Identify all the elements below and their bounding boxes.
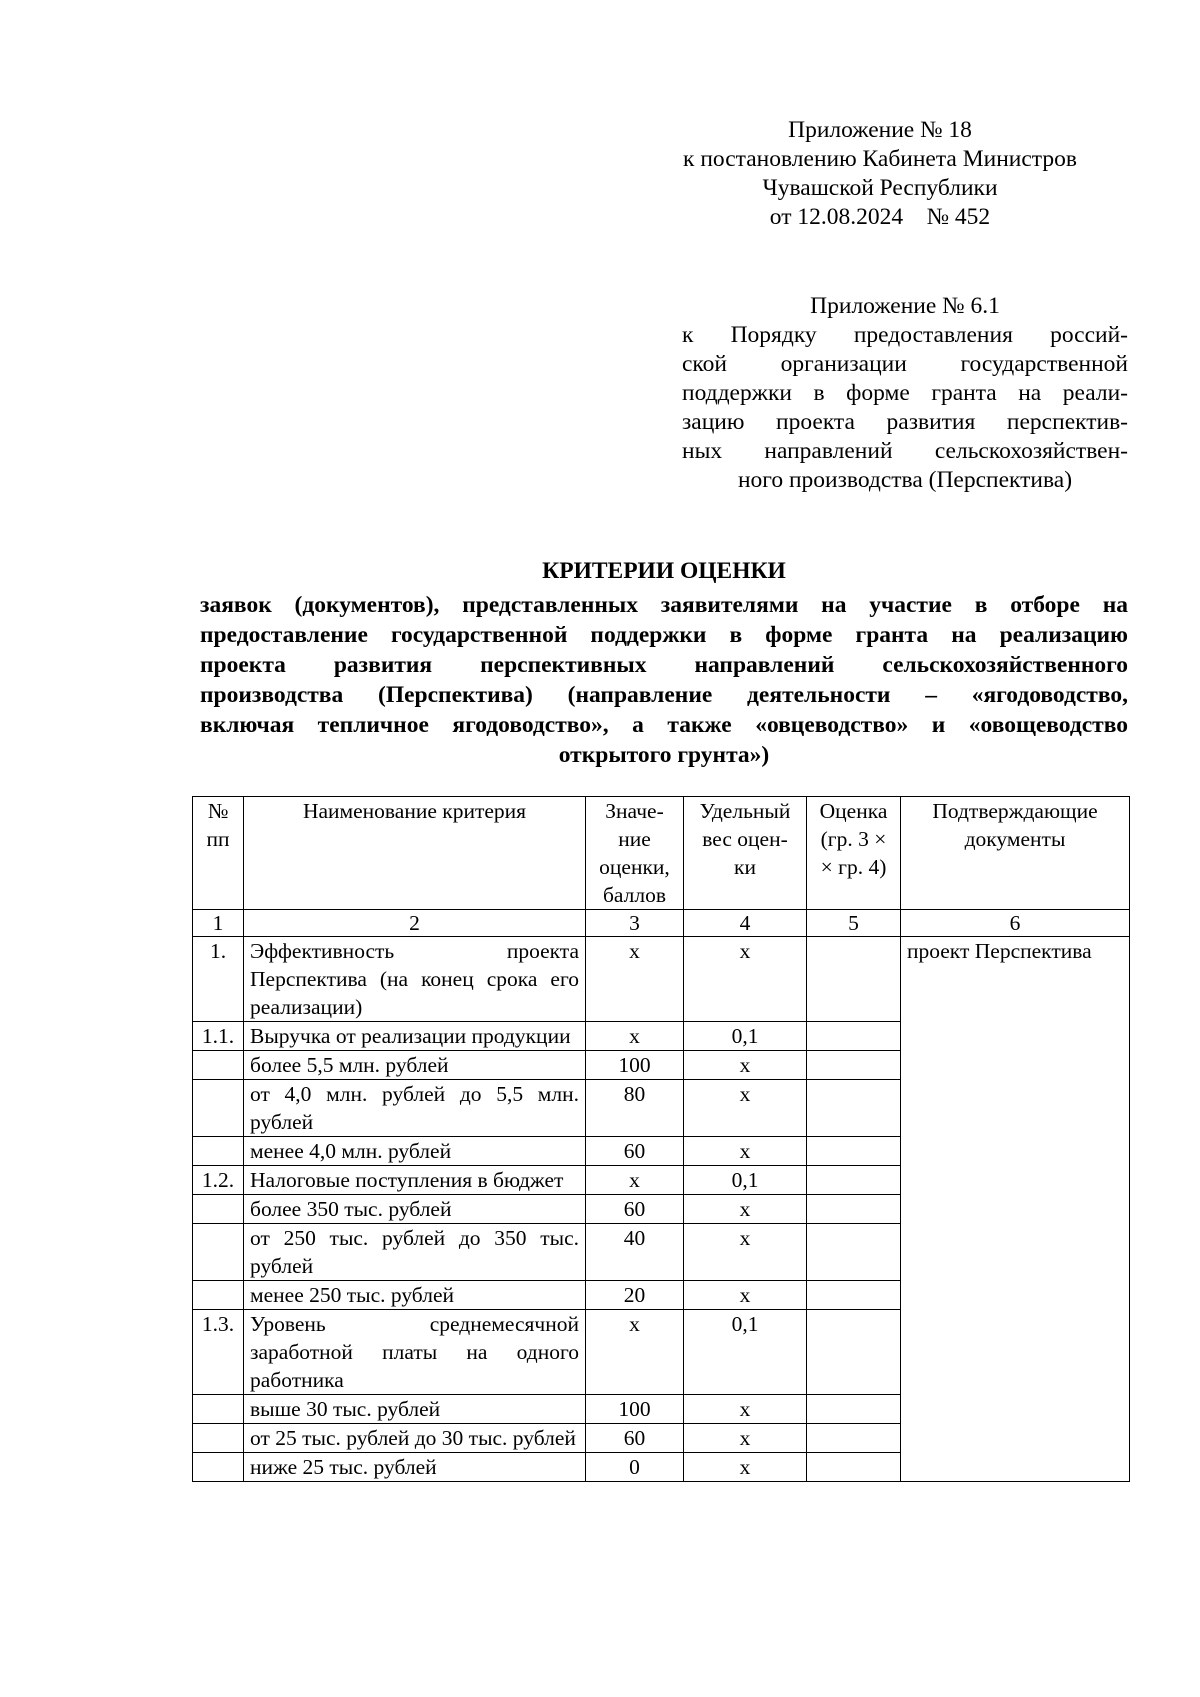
document-title: КРИТЕРИИ ОЦЕНКИ [542, 558, 786, 584]
row-score [807, 1424, 901, 1453]
column-number: 4 [684, 910, 807, 937]
row-num [193, 1080, 244, 1137]
row-value: 100 [586, 1395, 684, 1424]
row-num: 1. [193, 937, 244, 1022]
column-number: 5 [807, 910, 901, 937]
row-value: 60 [586, 1137, 684, 1166]
row-value: 20 [586, 1281, 684, 1310]
row-score [807, 1395, 901, 1424]
row-docs: проект Перспектива [901, 937, 1130, 1482]
row-score [807, 1195, 901, 1224]
row-num [193, 1453, 244, 1482]
row-value: х [586, 1022, 684, 1051]
row-name: Налоговые поступления в бюджет [244, 1166, 586, 1195]
row-value: 100 [586, 1051, 684, 1080]
row-name: выше 30 тыс. рублей [244, 1395, 586, 1424]
subtitle-line: заявок (документов), представленных заявителями на участие в отборе на [200, 592, 1128, 618]
row-score [807, 1453, 901, 1482]
row-name: от 4,0 млн. рублей до 5,5 млн. рублей [244, 1080, 586, 1137]
document-subtitle [200, 590, 1128, 770]
appendix-6-1-line: к Порядку предоставления россий- [682, 322, 1128, 348]
header-docs: Подтверждающие документы [901, 797, 1130, 910]
row-value: 60 [586, 1424, 684, 1453]
row-weight: х [684, 1281, 807, 1310]
row-name: от 250 тыс. рублей до 350 тыс. рублей [244, 1224, 586, 1281]
row-weight: х [684, 1395, 807, 1424]
header-weight: Удельный вес оцен- ки [684, 797, 807, 910]
subtitle-line: проекта развития перспективных направлений сельскохозяйственного [200, 652, 1128, 678]
row-weight: 0,1 [684, 1166, 807, 1195]
row-weight: х [684, 1424, 807, 1453]
row-weight: 0,1 [684, 1022, 807, 1051]
appendix-18-line: Чувашской Республики [762, 175, 998, 201]
header-num: № пп [193, 797, 244, 910]
row-num [193, 1395, 244, 1424]
row-num [193, 1051, 244, 1080]
row-num: 1.1. [193, 1022, 244, 1051]
table-header-row [193, 797, 1130, 910]
row-num: 1.3. [193, 1310, 244, 1395]
appendix-6-1-header [682, 292, 1128, 495]
row-value: 40 [586, 1224, 684, 1281]
subtitle-line: предоставление государственной поддержки в форме гранта на реализацию [200, 622, 1128, 648]
row-num [193, 1195, 244, 1224]
column-number: 3 [586, 910, 684, 937]
appendix-18-line: к постановлению Кабинета Министров [683, 146, 1077, 172]
row-score [807, 1051, 901, 1080]
table-row [193, 937, 1130, 1022]
row-weight: х [684, 1224, 807, 1281]
header-score: Оценка (гр. 3 × × гр. 4) [807, 797, 901, 910]
column-number: 6 [901, 910, 1130, 937]
row-score [807, 1166, 901, 1195]
row-num: 1.2. [193, 1166, 244, 1195]
column-numbers-row [193, 910, 1130, 937]
row-name: от 25 тыс. рублей до 30 тыс. рублей [244, 1424, 586, 1453]
row-name: более 350 тыс. рублей [244, 1195, 586, 1224]
appendix-6-1-line: ской организации государственной [682, 351, 1128, 377]
header-name: Наименование критерия [244, 797, 586, 910]
row-score [807, 1137, 901, 1166]
column-number: 1 [193, 910, 244, 937]
row-weight: х [684, 1453, 807, 1482]
row-weight: х [684, 1051, 807, 1080]
criteria-table [192, 796, 1130, 1482]
row-score [807, 937, 901, 1022]
appendix-18-line: Приложение № 18 [788, 117, 972, 143]
row-weight: х [684, 937, 807, 1022]
appendix-6-1-line: ного производства (Перспектива) [737, 467, 1073, 493]
appendix-18-header [640, 116, 1120, 232]
header-value: Значе- ние оценки, баллов [586, 797, 684, 910]
row-name: Уровень среднемесячной заработной платы на одного работника [244, 1310, 586, 1395]
subtitle-line: производства (Перспектива) (направление деятельности – «ягодоводство, [200, 682, 1128, 708]
row-score [807, 1080, 901, 1137]
appendix-6-1-line: зацию проекта развития перспектив- [682, 409, 1128, 435]
row-score [807, 1281, 901, 1310]
appendix-18-line: от 12.08.2024 № 452 [769, 204, 991, 230]
appendix-6-1-line: Приложение № 6.1 [810, 293, 1000, 319]
row-value: 0 [586, 1453, 684, 1482]
row-weight: 0,1 [684, 1310, 807, 1395]
row-score [807, 1310, 901, 1395]
row-value: х [586, 937, 684, 1022]
row-score [807, 1022, 901, 1051]
row-name: Выручка от реализации продукции [244, 1022, 586, 1051]
row-weight: х [684, 1195, 807, 1224]
row-value: 80 [586, 1080, 684, 1137]
row-name: ниже 25 тыс. рублей [244, 1453, 586, 1482]
column-number: 2 [244, 910, 586, 937]
row-num [193, 1424, 244, 1453]
row-name: менее 250 тыс. рублей [244, 1281, 586, 1310]
row-value: х [586, 1310, 684, 1395]
row-name: менее 4,0 млн. рублей [244, 1137, 586, 1166]
row-name: Эффективность проекта Перспектива (на конец срока его реализации) [244, 937, 586, 1022]
appendix-6-1-line: ных направлений сельскохозяйствен- [682, 438, 1128, 464]
row-value: 60 [586, 1195, 684, 1224]
row-num [193, 1281, 244, 1310]
row-num [193, 1137, 244, 1166]
row-weight: х [684, 1080, 807, 1137]
row-name: более 5,5 млн. рублей [244, 1051, 586, 1080]
appendix-6-1-line: поддержки в форме гранта на реали- [682, 380, 1128, 406]
row-value: х [586, 1166, 684, 1195]
row-weight: х [684, 1137, 807, 1166]
row-num [193, 1224, 244, 1281]
row-score [807, 1224, 901, 1281]
subtitle-line: включая тепличное ягодоводство», а также «овцеводство» и «овощеводство [200, 712, 1128, 738]
subtitle-line: открытого грунта») [558, 742, 770, 768]
